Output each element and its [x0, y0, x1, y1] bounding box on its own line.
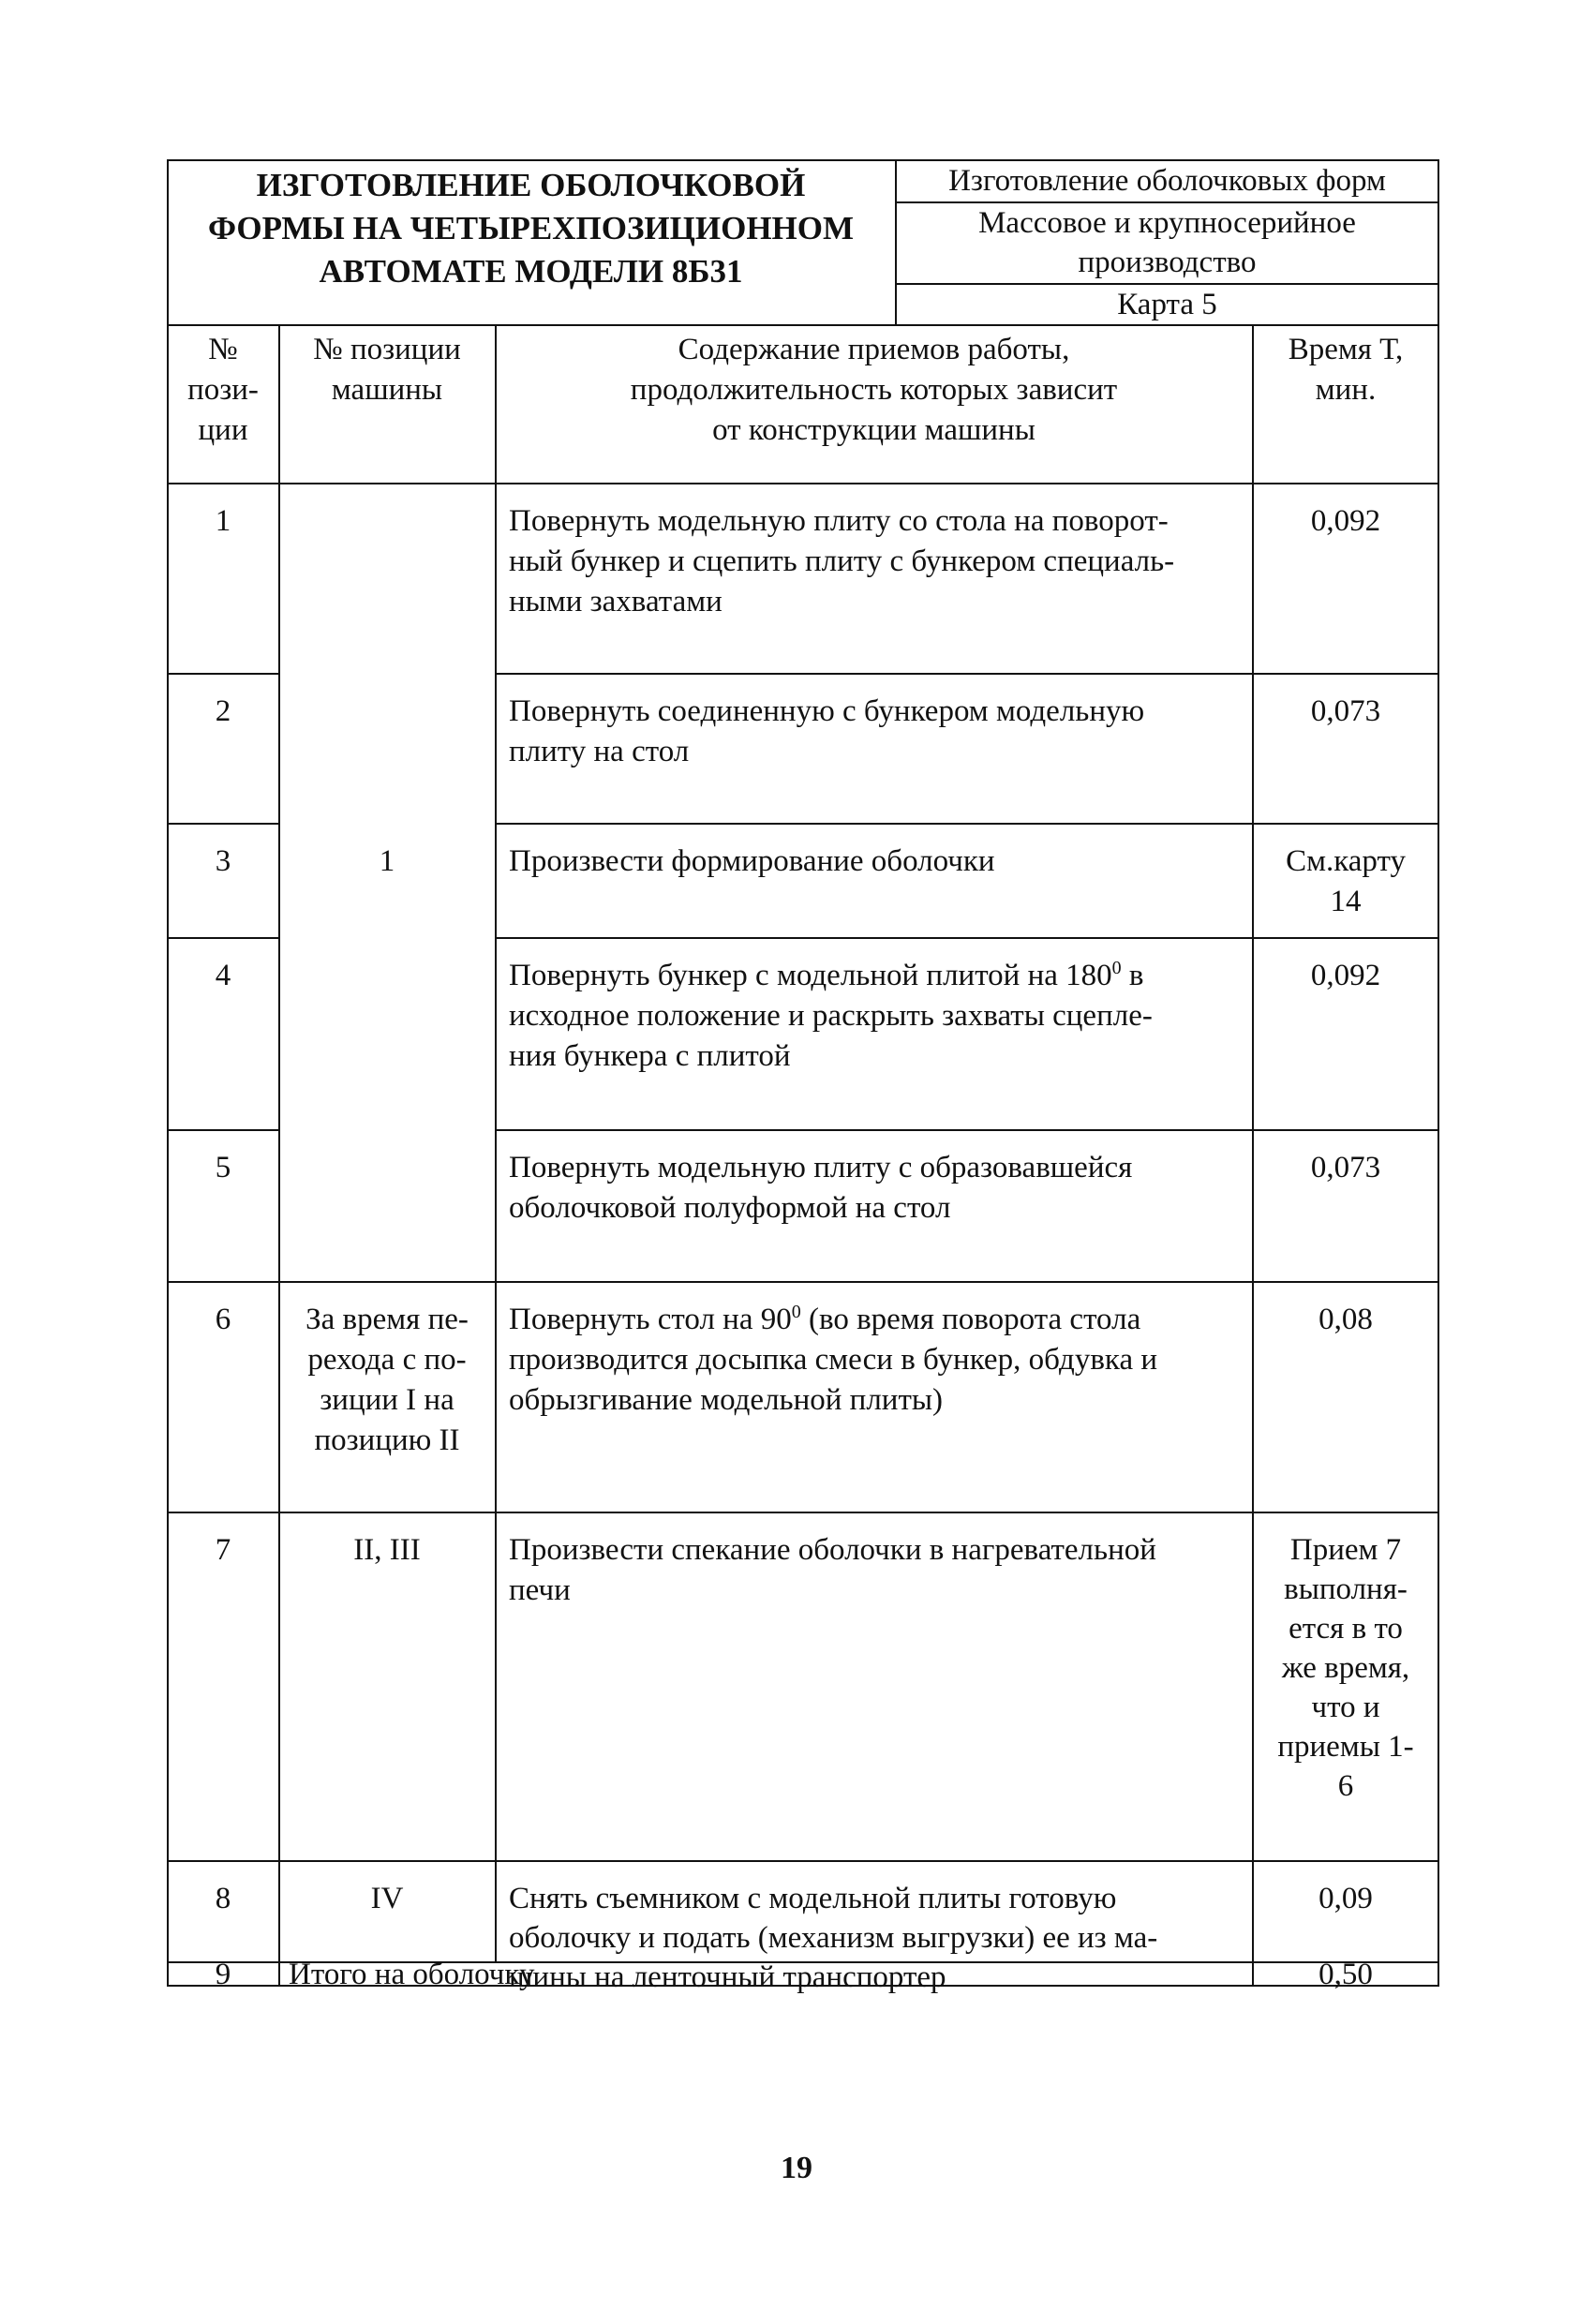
total-label: Итого на оболочку: [289, 1958, 535, 1991]
row-5-time: 0,073: [1310, 1151, 1381, 1184]
row-5-num: 5: [215, 1151, 231, 1184]
row-7-position: II, III: [353, 1533, 421, 1567]
col-header-num: № пози- ции: [187, 333, 259, 447]
row-4-text: Повернуть бункер с модельной плитой на $180^0$ в исходное положение и раскрыть захваты сцепле- ния бункера с плитой: [509, 958, 1153, 1073]
row-4-num: 4: [215, 959, 231, 992]
row-7-text: Произвести спекание оболочки в нагревательной печи: [509, 1533, 1156, 1607]
card-label: Карта 5: [1117, 288, 1217, 321]
row-2-text: Повернуть соединенную с бункером модельную плиту на стол: [509, 694, 1145, 768]
row-3-text: Произвести формирование оболочки: [509, 844, 995, 878]
row-7-time: Прием 7 выполня- ется в то же время, что и приемы 1- 6: [1277, 1533, 1414, 1803]
row-3-time: См.карту 14: [1286, 844, 1406, 918]
row-6-time: 0,08: [1318, 1303, 1373, 1336]
col-header-time: Время Т, мин.: [1288, 333, 1404, 407]
col-header-machine-position: № позиции машины: [313, 333, 461, 407]
row-4-time: 0,092: [1310, 959, 1381, 992]
row-5-text: Повернуть модельную плиту с образовавшейся оболочковой полуформой на стол: [509, 1151, 1133, 1225]
row-2-num: 2: [215, 694, 231, 728]
production-type: Массовое и крупносерийное производство: [978, 206, 1356, 279]
col-header-content: Содержание приемов работы, продолжительность которых зависит от конструкции машины: [630, 333, 1118, 447]
row-8-text: Снять съемником с модельной плиты готовую оболочку и подать (механизм выгрузки) ее из ма- шины на ленточный транспортер: [509, 1882, 1158, 1994]
row-2-time: 0,073: [1310, 694, 1381, 728]
row-1-text: Повернуть модельную плиту со стола на поворот- ный бункер и сцепить плиту с бункером специаль- ными захватами: [509, 504, 1175, 618]
row-9-num: 9: [215, 1958, 231, 1991]
row-8-position: IV: [370, 1882, 404, 1915]
row-3-num: 3: [215, 844, 231, 878]
row-6-num: 6: [215, 1303, 231, 1336]
document-title: ИЗГОТОВЛЕНИЕ ОБОЛОЧКОВОЙ ФОРМЫ НА ЧЕТЫРЕХПОЗИЦИОННОМ АВТОМАТЕ МОДЕЛИ 8Б31: [207, 167, 855, 290]
row-6-position: За время пе- рехода с по- зиции I на позицию II: [305, 1303, 469, 1457]
row-1-num: 1: [215, 504, 231, 538]
row-8-num: 8: [215, 1882, 231, 1915]
page-number: 19: [781, 2151, 812, 2185]
row-7-num: 7: [215, 1533, 231, 1567]
header-bottom-rule: [167, 324, 1439, 326]
row-8-time: 0,09: [1318, 1882, 1373, 1915]
total-time: 0,50: [1318, 1958, 1373, 1991]
merged-machine-position: 1: [379, 844, 395, 878]
row-6-text: Повернуть стол на $90^0$ (во время поворота стола производится досыпка смеси в бункер, обдувка и обрызгивание модельной плиты): [509, 1302, 1158, 1417]
category-label: Изготовление оболочковых форм: [948, 164, 1386, 198]
row-1-time: 0,092: [1310, 504, 1381, 538]
